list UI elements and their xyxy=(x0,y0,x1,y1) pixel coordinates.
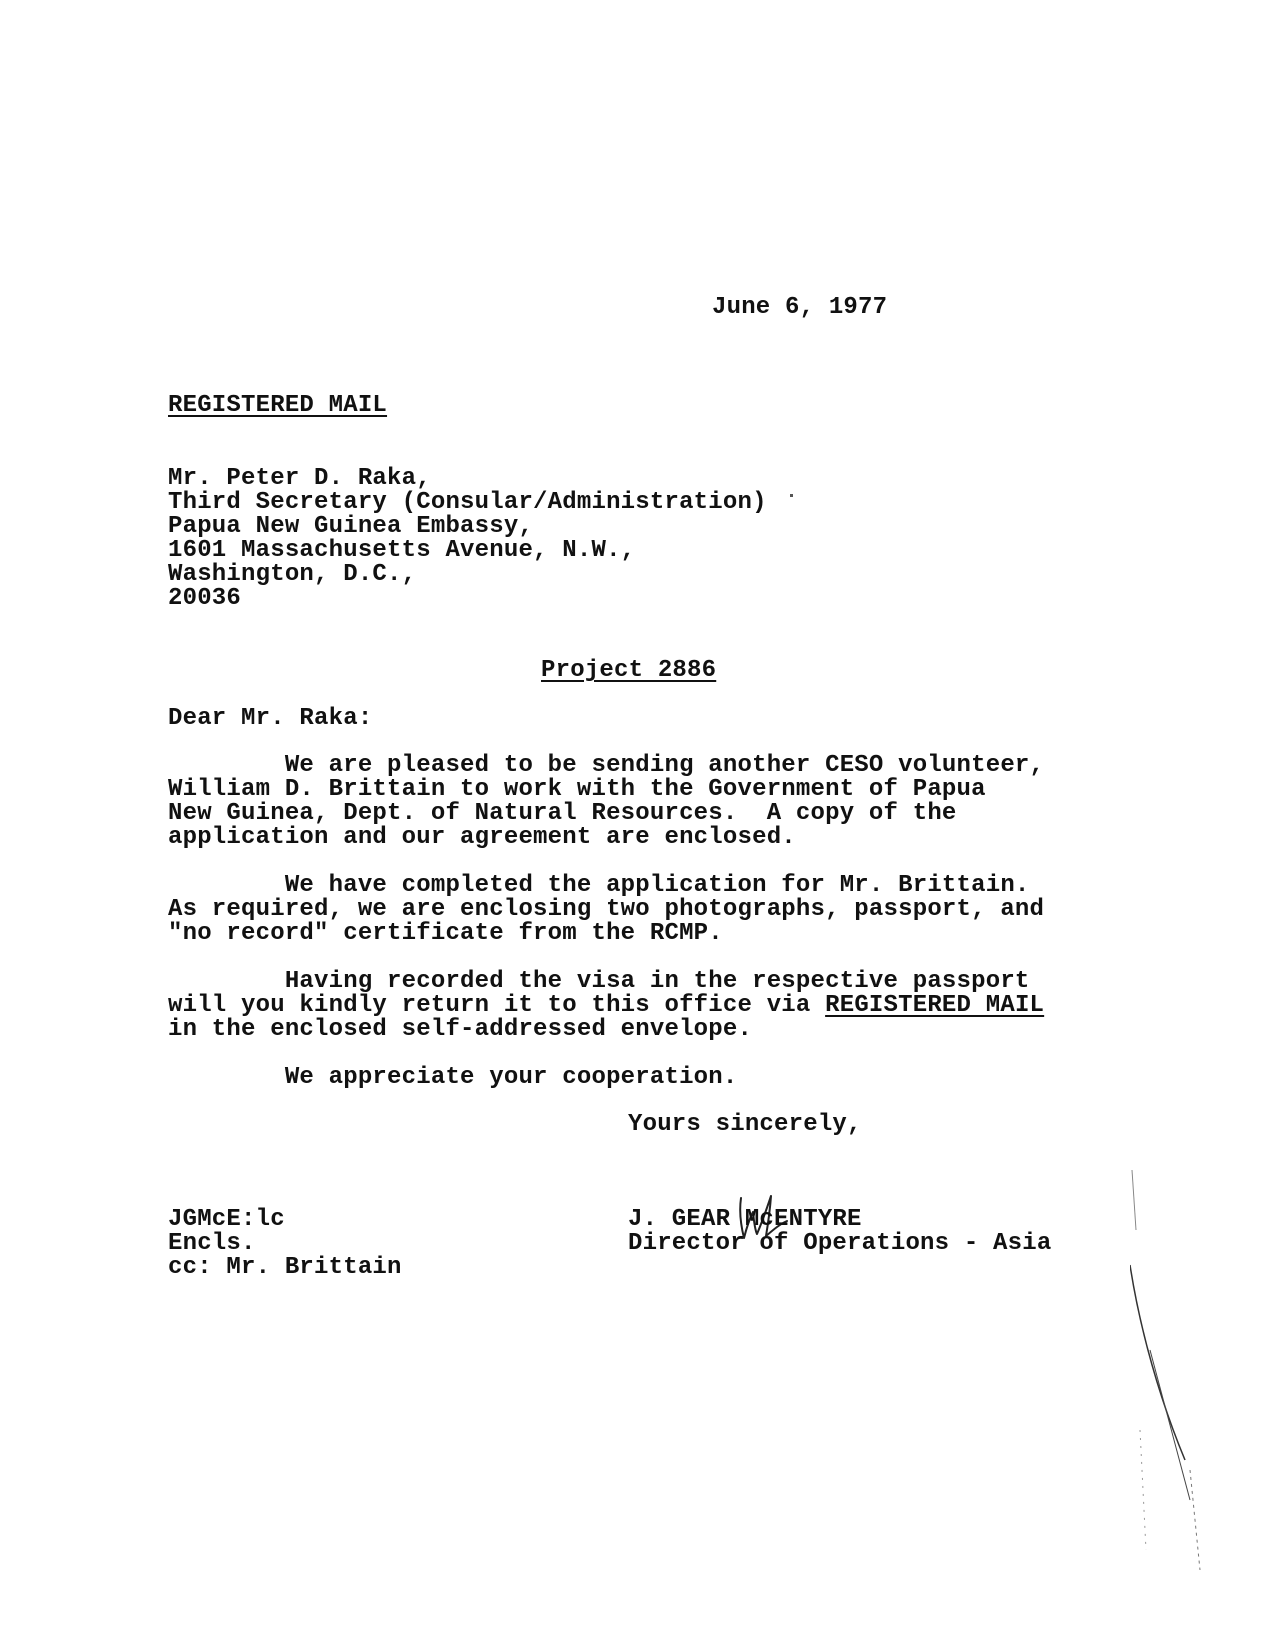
body-line: We are pleased to be sending another CESO volunteer, xyxy=(168,752,1045,779)
recipient-line: Mr. Peter D. Raka, xyxy=(168,465,431,492)
recipient-line: 1601 Massachusetts Avenue, N.W., xyxy=(168,537,636,564)
body-text: will you kindly return it to this office via xyxy=(168,992,826,1019)
registered-mail-emphasis: REGISTERED MAIL xyxy=(825,992,1045,1019)
scan-artifact-lines xyxy=(1130,1170,1220,1590)
signer-title: Director of Operations - Asia xyxy=(628,1230,1052,1257)
body-line: William D. Brittain to work with the Government of Papua xyxy=(168,776,986,803)
body-line: As required, we are enclosing two photographs, passport, and xyxy=(168,896,1045,923)
letter-date: June 6, 1977 xyxy=(712,294,888,321)
recipient-line: Third Secretary (Consular/Administration) xyxy=(168,489,767,516)
recipient-line: 20036 xyxy=(168,585,242,612)
reference-initials: JGMcE:lc xyxy=(168,1206,285,1233)
project-reference: Project 2886 xyxy=(541,657,717,684)
scan-speck xyxy=(790,494,793,497)
closing: Yours sincerely, xyxy=(628,1111,862,1138)
enclosures-note: Encls. xyxy=(168,1230,256,1257)
body-line: We have completed the application for Mr. Brittain. xyxy=(168,872,1030,899)
paragraph-4: We appreciate your cooperation. xyxy=(168,1064,738,1091)
recipient-line: Papua New Guinea Embassy, xyxy=(168,513,534,540)
body-line: New Guinea, Dept. of Natural Resources. A copy of the xyxy=(168,800,957,827)
salutation: Dear Mr. Raka: xyxy=(168,705,373,732)
body-line: Having recorded the visa in the respective passport xyxy=(168,968,1030,995)
body-line: "no record" certificate from the RCMP. xyxy=(168,920,723,947)
body-line: application and our agreement are enclosed. xyxy=(168,824,796,851)
body-line xyxy=(168,993,1044,1018)
signer-name: J. GEAR McENTYRE xyxy=(628,1206,862,1233)
registered-mail-heading: REGISTERED MAIL xyxy=(168,392,388,419)
body-line: in the enclosed self-addressed envelope. xyxy=(168,1016,753,1043)
recipient-line: Washington, D.C., xyxy=(168,561,417,588)
cc-note: cc: Mr. Brittain xyxy=(168,1254,402,1281)
